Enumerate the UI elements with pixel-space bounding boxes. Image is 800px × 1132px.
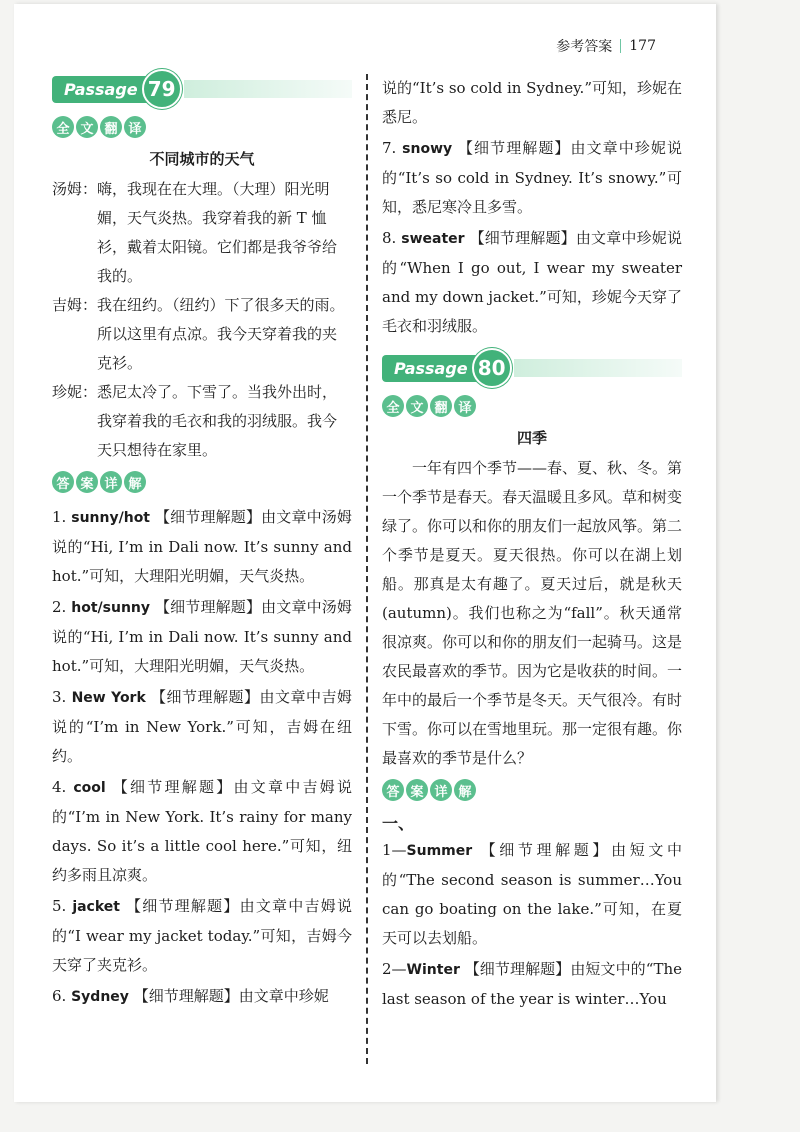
tag-char: 答 — [52, 471, 74, 493]
answer-number: 4. — [52, 778, 67, 796]
left-column — [52, 74, 352, 1014]
answer-item — [382, 955, 682, 1014]
answer-explanation: 【细节理解题】由文章中汤姆说的“Hi, I’m in Dali now. It’s sunny and hot.”可知，大理阳光明媚，天气炎热。 — [52, 508, 352, 585]
translation-tag — [52, 116, 352, 138]
answer-item — [52, 593, 352, 681]
passage-label: Passage — [382, 355, 478, 382]
answer-key: New York — [71, 690, 146, 706]
tag-char: 案 — [406, 779, 428, 801]
tag-char: 案 — [76, 471, 98, 493]
answers-tag — [52, 471, 352, 493]
answer-explanation: 【细节理解题】由文章中珍妮说的“When I go out, I wear my sweater and my down jacket.”可知，珍妮今天穿了毛衣和羽绒服。 — [382, 229, 682, 335]
answer-explanation: 【细节理解题】由文章中汤姆说的“Hi, I’m in Dali now. It’s sunny and hot.”可知，大理阳光明媚，天气炎热。 — [52, 598, 352, 675]
dialogue-text: 悉尼太冷了。下雪了。当我外出时，我穿着我的毛衣和我的羽绒服。我今天只想待在家里。 — [97, 383, 338, 459]
passage-number: 79 — [142, 69, 182, 109]
badge-tail — [514, 359, 682, 377]
answer-number: 1. — [52, 508, 67, 526]
answer-item — [52, 503, 352, 591]
tag-char: 翻 — [430, 395, 452, 417]
answer-number: 2. — [52, 598, 67, 616]
answer-item — [52, 892, 352, 980]
tag-char: 解 — [124, 471, 146, 493]
answer-number: 3. — [52, 688, 67, 706]
tag-char: 译 — [454, 395, 476, 417]
tag-char: 全 — [52, 116, 74, 138]
answer-explanation: 【细节理解题】由文章中吉姆说的“I’m in New York. It’s rainy for many days. So it’s a little cool here.”可知，纽约多雨且凉爽。 — [52, 778, 352, 884]
right-column — [382, 74, 682, 1016]
answer-continuation: 说的“It’s so cold in Sydney.”可知，珍妮在悉尼。 — [382, 79, 682, 126]
answer-key: Winter — [406, 962, 460, 978]
passage-80-badge — [382, 353, 682, 383]
answer-item — [52, 683, 352, 771]
translation-title: 四季 — [516, 429, 547, 447]
answer-key: cool — [73, 780, 106, 796]
page-header — [556, 36, 656, 56]
answer-explanation: 【细节理解题】由文章中吉姆说的“I’m in New York.”可知，吉姆在纽约。 — [52, 688, 352, 765]
answer-number: 7. — [382, 139, 397, 157]
answers-tag — [382, 779, 682, 801]
answer-item — [382, 134, 682, 222]
badge-tail — [184, 80, 352, 98]
answer-number: 1— — [382, 841, 407, 859]
answer-key: sweater — [401, 231, 465, 247]
dialogue-text: 我在纽约。（纽约）下了很多天的雨。所以这里有点凉。我今天穿着我的夹克衫。 — [97, 296, 345, 372]
tag-char: 文 — [406, 395, 428, 417]
tag-char: 详 — [100, 471, 122, 493]
answer-explanation: 【细节理解题】由短文中的“The last season of the year is winter…You — [382, 960, 682, 1008]
passage-label: Passage — [52, 76, 148, 103]
header-label: 参考答案 — [556, 39, 613, 55]
section-heading: 一、 — [382, 814, 415, 833]
page-number: 177 — [629, 38, 656, 54]
translation-title: 不同城市的天气 — [149, 150, 255, 168]
tag-char: 文 — [76, 116, 98, 138]
speaker: 吉姆： — [52, 296, 98, 314]
answer-key: jacket — [72, 899, 120, 915]
tag-char: 答 — [382, 779, 404, 801]
dialogue-line — [52, 291, 352, 378]
answer-key: hot/sunny — [71, 600, 150, 616]
dialogue-line — [52, 378, 352, 465]
answer-item — [382, 836, 682, 953]
answer-number: 2— — [382, 960, 407, 978]
answer-key: Sydney — [71, 989, 129, 1005]
tag-char: 全 — [382, 395, 404, 417]
answer-explanation: 【细节理解题】由文章中吉姆说的“I wear my jacket today.”可知，吉姆今天穿了夹克衫。 — [52, 897, 352, 974]
tag-char: 详 — [430, 779, 452, 801]
tag-char: 翻 — [100, 116, 122, 138]
answer-number: 6. — [52, 987, 67, 1005]
book-page — [14, 4, 716, 1102]
answer-explanation: 【细节理解题】由文章中珍妮说的“It’s so cold in Sydney. It’s snowy.”可知，悉尼寒冷且多雪。 — [382, 139, 682, 216]
dialogue-text: 嗨，我现在在大理。（大理）阳光明媚，天气炎热。我穿着我的新 T 恤衫，戴着太阳镜。它们都是我爷爷给我的。 — [97, 180, 338, 285]
answer-item — [382, 224, 682, 341]
answer-number: 5. — [52, 897, 67, 915]
speaker: 珍妮： — [52, 383, 98, 401]
translation-paragraph: 一年有四个季节——春、夏、秋、冬。第一个季节是春天。春天温暖且多风。草和树变绿了。你可以和你的朋友们一起放风筝。第二个季节是夏天。夏天很热。你可以在湖上划船。那真是太有趣了。夏天过后，就是秋天(autumn)。我们也称之为“fall”。秋天通常很凉爽。你可以和你的朋友们一起骑马。这是农民最喜欢的季节。因为它是收获的时间。一年中的最后一个季节是冬天。天气很冷。有时下雪。你可以在雪地里玩。那一定很有趣。你最喜欢的季节是什么？ — [382, 459, 683, 767]
tag-char: 译 — [124, 116, 146, 138]
answer-explanation: 【细节理解题】由短文中的“The second season is summer…You can go boating on the lake.”可知，在夏天可以去划船。 — [382, 841, 682, 947]
dialogue-line — [52, 175, 352, 291]
passage-79-badge — [52, 74, 352, 104]
translation-tag — [382, 395, 682, 417]
answer-key: Summer — [406, 843, 473, 859]
header-divider — [620, 39, 621, 53]
answer-item — [52, 982, 352, 1012]
answer-item — [52, 773, 352, 890]
tag-char: 解 — [454, 779, 476, 801]
answer-key: sunny/hot — [71, 510, 150, 526]
speaker: 汤姆： — [52, 180, 98, 198]
passage-number: 80 — [472, 348, 512, 388]
answer-number: 8. — [382, 229, 397, 247]
answer-key: snowy — [402, 141, 453, 157]
answer-explanation: 【细节理解题】由文章中珍妮 — [133, 987, 329, 1005]
column-divider — [366, 74, 368, 1064]
